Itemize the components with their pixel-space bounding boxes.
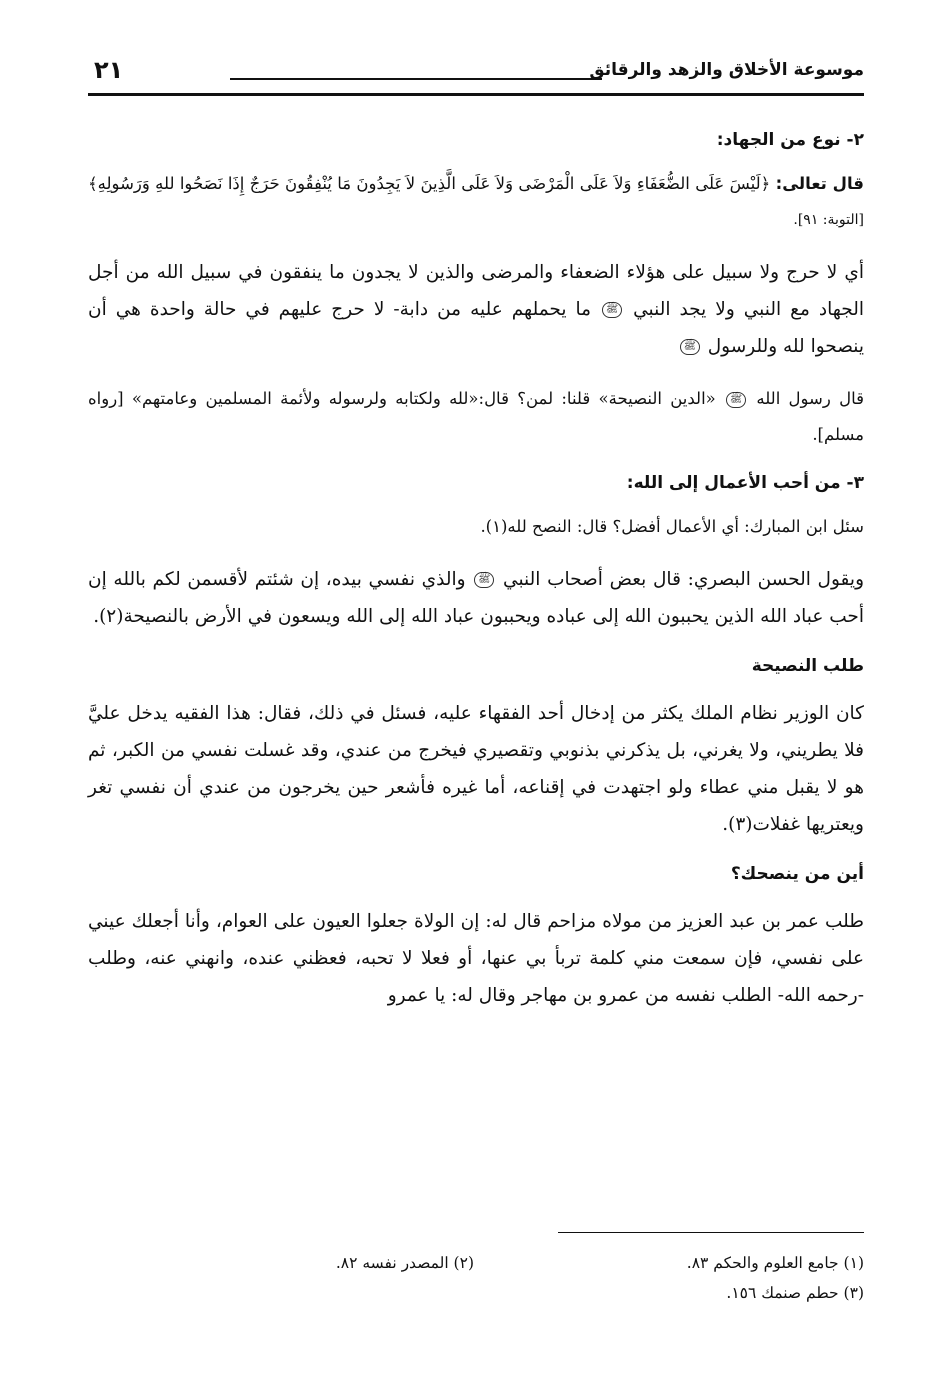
hasan-part-1: ويقول الحسن البصري: قال بعض أصحاب النبي <box>503 569 864 590</box>
explanation-part-1: أي لا حرج ولا سبيل على هؤلاء الضعفاء والمرضى والذين لا يجدون ما ينفقون في سبيل الله من أجل الجهاد مع النبي ولا يجد النبي <box>88 262 864 320</box>
hadith-part-1: قال رسول الله <box>756 389 864 408</box>
verse-reference: [التوبة: ٩١]. <box>793 212 864 228</box>
footnote-1: (١) جامع العلوم والحكم ٨٣. <box>686 1254 864 1272</box>
verse-label: قال تعالى: <box>775 174 864 193</box>
honorific-symbol: ﷺ <box>474 572 494 588</box>
talab-naseeha-title: طلب النصيحة <box>751 656 864 676</box>
ayna-man-yansahuk-title: أين من ينصحك؟ <box>730 864 864 884</box>
footnote-row-2 <box>88 1284 864 1310</box>
book-title: موسوعة الأخلاق والزهد والرقائق <box>589 60 864 80</box>
talab-naseeha-text: كان الوزير نظام الملك يكثر من إدخال أحد الفقهاء عليه، فسئل في ذلك، فقال: هذا الفقيه يدخل عليَّ فلا يطريني، ولا يغرني، بل يذكرني بذنوبي وتقصيري فيخرج من عندي، وقد غسلت نفسي من الكبر، ثم هو لا يقبل مني عطاء ولو اجتهدت في إقناعه، أما غيره فأشعر حين يخرجون من عندي أن نفسي تغر ويعتريها غفلات(٣). <box>88 703 864 835</box>
ibn-mubarak-quote: سئل ابن المبارك: أي الأعمال أفضل؟ قال: النصح لله(١). <box>480 517 864 536</box>
honorific-symbol: ﷺ <box>602 302 622 318</box>
footnote-rule <box>558 1232 864 1233</box>
section-2-heading: ٢- نوع من الجهاد: <box>716 130 864 150</box>
verse-explanation <box>88 254 864 365</box>
hadith-part-2: «الدين النصيحة» قلنا: لمن؟ قال:«لله ولكتابه ولرسوله ولأئمة المسلمين وعامتهم» [رواه مسلم]. <box>88 389 864 444</box>
honorific-symbol: ﷺ <box>680 339 700 355</box>
page-content <box>88 126 864 1030</box>
hasan-basri-quote <box>88 561 864 635</box>
ayna-man-yansahuk-text: طلب عمر بن عبد العزيز من مولاه مزاحم قال له: إن الولاة جعلوا العيون على العوام، وأنا أجعلك عيني على نفسي، فإن سمعت مني كلمة تربأ بي عنها، أو فعلا لا تحبه، فعظني عنده، وانهني عنه، وطلب -رحمه الله- الطلب نفسه من عمرو بن مهاجر وقال له: يا عمرو <box>88 911 864 1006</box>
page-header <box>88 56 864 96</box>
verse-text: ﴿لَيْسَ عَلَى الضُّعَفَاءِ وَلاَ عَلَى الْمَرْضَى وَلاَ عَلَى الَّذِينَ لاَ يَجِدُونَ مَا يُنْفِقُونَ حَرَجٌ إِذَا نَصَحُوا للهِ وَرَسُولِهِ﴾ <box>88 174 771 193</box>
quran-verse-paragraph <box>88 166 864 238</box>
header-short-rule <box>230 78 602 80</box>
footnote-row-1 <box>88 1254 864 1280</box>
honorific-symbol: ﷺ <box>726 392 746 408</box>
section-3-heading: ٣- من أحب الأعمال إلى الله: <box>626 473 864 493</box>
header-rule <box>88 93 864 96</box>
page-number: ٢١ <box>94 56 124 84</box>
explanation-part-2: ما يحملهم عليه من دابة- لا حرج عليهم في حالة واحدة هي أن ينصحوا لله وللرسول <box>88 299 864 357</box>
footnote-3: (٣) حطم صنمك ١٥٦. <box>726 1284 864 1302</box>
hasan-part-2: والذي نفسي بيده، إن شئتم لأقسمن لكم بالله إن أحب عباد الله الذين يحببون الله إلى عباده ويحببون عباد الله إلى الله ويسعون في الأرض بالنصيحة(٢). <box>88 569 864 627</box>
footnote-2: (٢) المصدر نفسه ٨٢. <box>335 1254 474 1272</box>
hadith-naseeha <box>88 381 864 453</box>
